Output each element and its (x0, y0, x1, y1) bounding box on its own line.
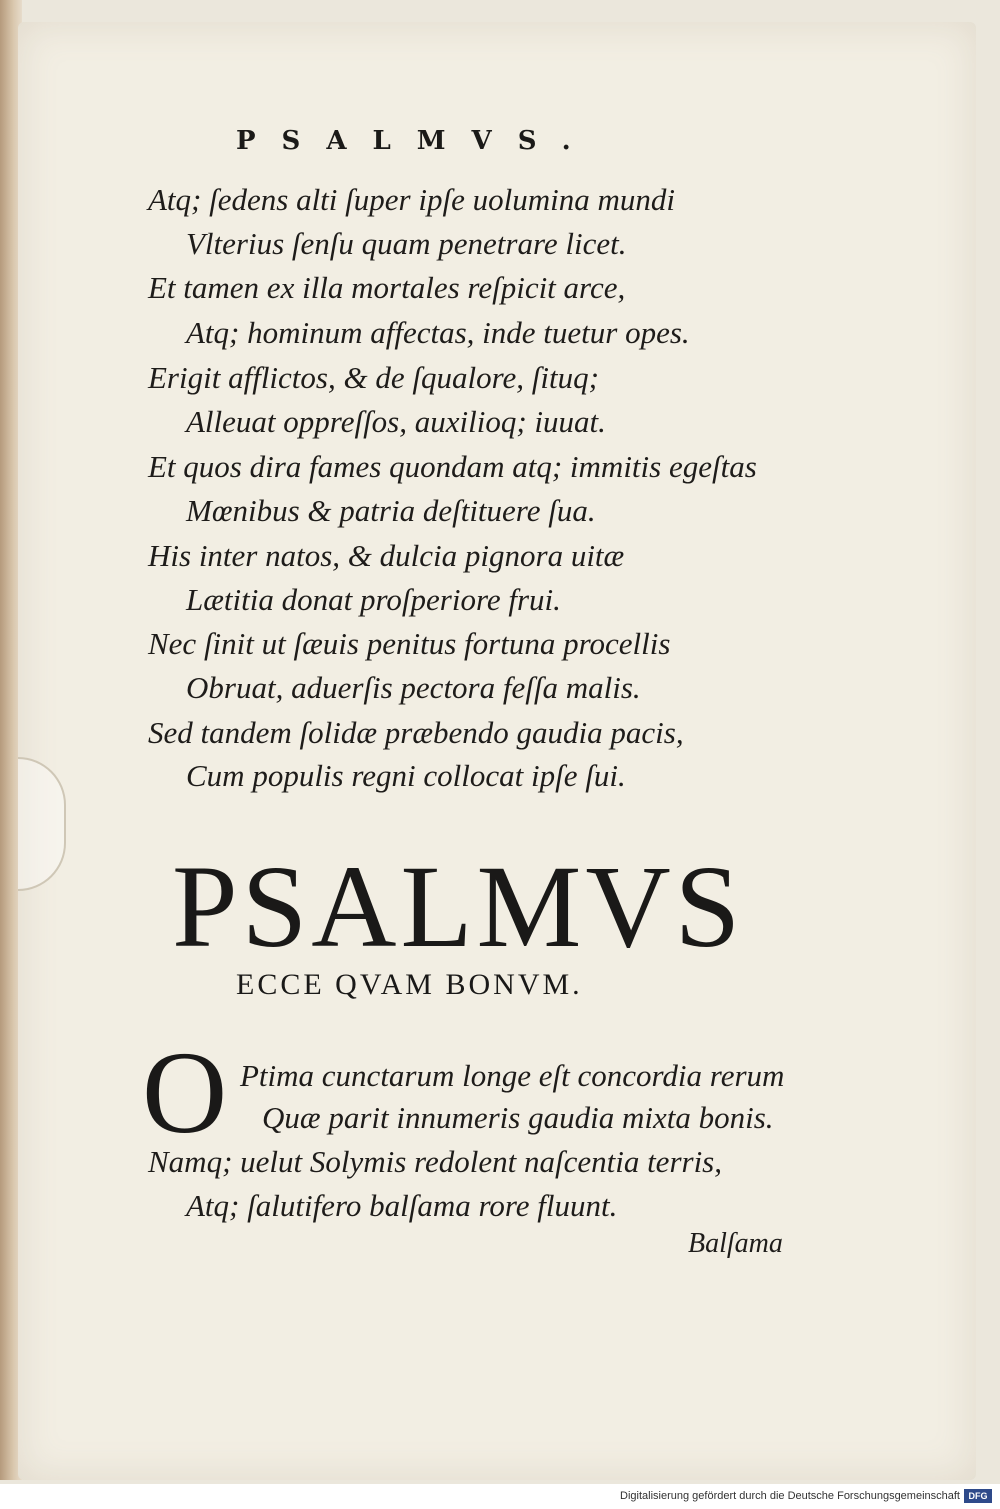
verse-line: Atq; ſedens alti ſuper ipſe uolumina mundi (148, 182, 675, 217)
verse-line: Mœnibus & patria deſtituere ſua. (186, 493, 596, 528)
verse-line: Ptima cunctarum longe eſt concordia rerum (240, 1058, 785, 1093)
verse-line: Sed tandem ſolidæ præbendo gaudia pacis, (148, 715, 684, 750)
verse-line: Atq; hominum affectas, inde tuetur opes. (186, 315, 690, 350)
verse-line: Nec ſinit ut ſæuis penitus fortuna procellis (148, 626, 671, 661)
running-header: PSALMVS. (236, 126, 597, 156)
verse-line: Atq; ſalutifero balſama rore fluunt. (186, 1188, 618, 1223)
verse-line: His inter natos, & dulcia pignora uitæ (148, 538, 625, 573)
verse-line: Quæ parit innumeris gaudia mixta bonis. (262, 1100, 774, 1135)
psalm-subtitle: ECCE QVAM BONVM. (236, 968, 583, 1001)
verse-line: Et tamen ex illa mortales reſpicit arce, (148, 270, 626, 305)
dfg-logo: DFG (964, 1489, 992, 1503)
drop-cap: O (142, 1027, 228, 1158)
page-fold-mark (18, 757, 66, 891)
psalm-title: PSALMVS (172, 841, 745, 972)
verse-line: Vlterius ſenſu quam penetrare licet. (186, 226, 627, 261)
catchword: Balſama (688, 1228, 783, 1259)
verse-line: Et quos dira fames quondam atq; immitis egeſtas (148, 449, 757, 484)
verse-line: Cum populis regni collocat ipſe ſui. (186, 758, 626, 793)
verse-line: Obruat, aduerſis pectora feſſa malis. (186, 670, 641, 705)
verse-line: Alleuat oppreſſos, auxilioq; iuuat. (186, 404, 606, 439)
verse-line: Erigit afflictos, & de ſqualore, ſituq; (148, 360, 599, 395)
digitization-credit: Digitalisierung gefördert durch die Deutsche Forschungsgemeinschaft (620, 1490, 960, 1502)
verse-line: Lætitia donat proſperiore frui. (186, 582, 561, 617)
verse-line: Namq; uelut Solymis redolent naſcentia terris, (148, 1144, 722, 1179)
